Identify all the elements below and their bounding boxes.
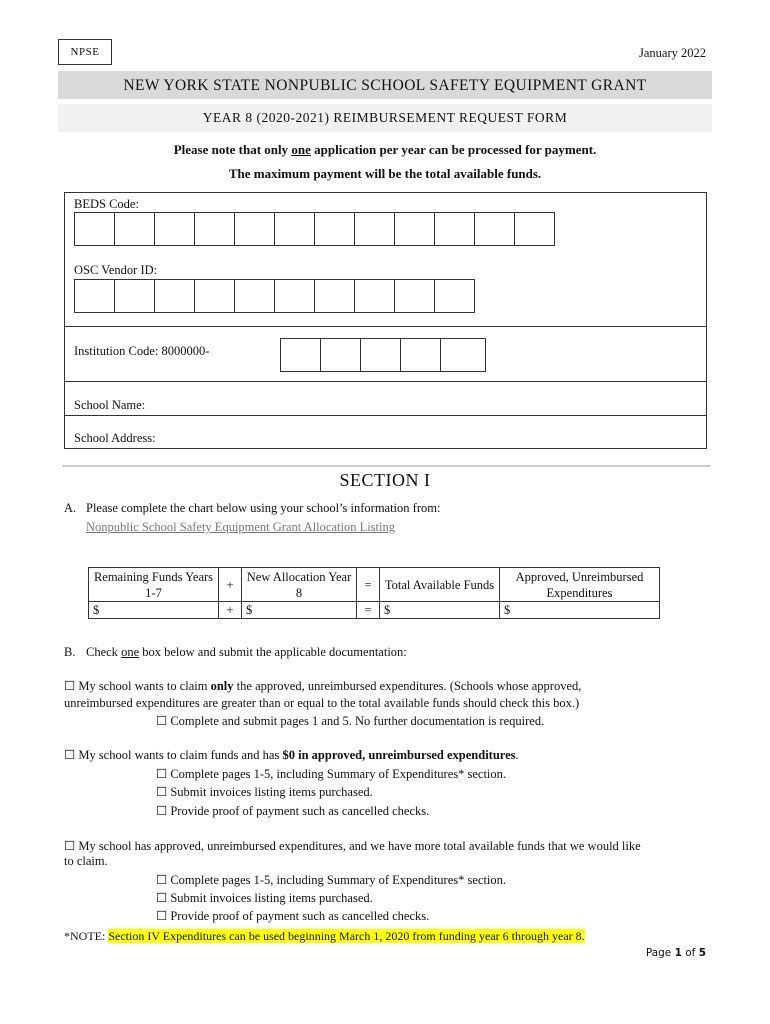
school-info-box xyxy=(64,192,707,449)
option-3-sub-checkbox-2[interactable]: ☐ Submit invoices listing items purchased. xyxy=(156,891,373,905)
equals-operator: = xyxy=(357,568,380,602)
new-allocation-input[interactable]: $ xyxy=(242,602,357,619)
notice-line-2: The maximum payment will be the total available funds. xyxy=(228,166,542,181)
approved-unreimbursed-input[interactable]: $ xyxy=(500,602,660,619)
equals-operator: = xyxy=(357,602,380,619)
section-title: SECTION I xyxy=(339,470,431,490)
remaining-funds-header: Remaining Funds Years 1-7 xyxy=(89,568,219,602)
item-b-marker: B. xyxy=(64,645,76,659)
option-2-checkbox[interactable]: ☐ My school wants to claim funds and has $0 in approved, unreimbursed expenditures. xyxy=(64,748,519,762)
item-a-marker: A. xyxy=(64,501,77,515)
option-3-text: to claim. xyxy=(64,854,108,868)
section-divider xyxy=(62,465,710,467)
option-1-sub-checkbox-1[interactable]: ☐ Complete and submit pages 1 and 5. No further documentation is required. xyxy=(156,714,545,728)
new-allocation-header: New Allocation Year 8 xyxy=(242,568,357,602)
npse-logo: NPSE xyxy=(58,39,112,65)
school-name-label[interactable]: School Name: xyxy=(74,398,146,412)
footnote-highlight: Section IV Expenditures can be used beginning March 1, 2020 from funding year 6 through year 8. xyxy=(108,929,585,943)
option-3-sub-checkbox-3[interactable]: ☐ Provide proof of payment such as cancelled checks. xyxy=(156,909,430,923)
institution-code-label: Institution Code: 8000000- xyxy=(74,344,210,358)
osc-vendor-id-label: OSC Vendor ID: xyxy=(74,263,158,277)
school-address-label[interactable]: School Address: xyxy=(74,431,156,445)
approved-unreimbursed-header: Approved, Unreimbursed Expenditures xyxy=(500,568,660,602)
institution-code-input[interactable] xyxy=(281,338,486,372)
form-subtitle: YEAR 8 (2020-2021) REIMBURSEMENT REQUEST FORM xyxy=(58,104,712,132)
option-2-sub-checkbox-2[interactable]: ☐ Submit invoices listing items purchased. xyxy=(156,785,373,799)
item-b-text: Check one box below and submit the applicable documentation: xyxy=(86,645,407,659)
beds-code-label: BEDS Code: xyxy=(74,197,139,211)
form-title: NEW YORK STATE NONPUBLIC SCHOOL SAFETY EQUIPMENT GRANT xyxy=(58,71,712,99)
divider xyxy=(65,326,706,327)
total-available-header: Total Available Funds xyxy=(380,568,500,602)
allocation-listing-link[interactable]: Nonpublic School Safety Equipment Grant Allocation Listing xyxy=(86,520,395,534)
option-1-text: unreimbursed expenditures are greater than or equal to the total available funds should check this box.) xyxy=(64,696,580,710)
remaining-funds-input[interactable]: $ xyxy=(89,602,219,619)
document-date: January 2022 xyxy=(639,46,706,60)
option-3-checkbox[interactable]: ☐ My school has approved, unreimbursed expenditures, and we have more total available funds that we would like xyxy=(64,839,641,853)
beds-code-input[interactable] xyxy=(75,212,555,246)
plus-operator: + xyxy=(219,602,242,619)
page-number: Page 1 of 5 xyxy=(645,947,706,959)
funds-table xyxy=(88,567,660,619)
item-a-text: Please complete the chart below using your school’s information from: xyxy=(86,501,441,515)
option-1-checkbox[interactable]: ☐ My school wants to claim only the approved, unreimbursed expenditures. (Schools whose approved, xyxy=(64,679,582,693)
divider xyxy=(65,381,706,382)
osc-vendor-id-input[interactable] xyxy=(75,279,475,313)
divider xyxy=(65,415,706,416)
option-2-sub-checkbox-1[interactable]: ☐ Complete pages 1-5, including Summary of Expenditures* section. xyxy=(156,767,507,781)
notice-line-1: Please note that only one application per year can be processed for payment. xyxy=(173,142,597,157)
option-3-sub-checkbox-1[interactable]: ☐ Complete pages 1-5, including Summary of Expenditures* section. xyxy=(156,873,507,887)
footnote: *NOTE: Section IV Expenditures can be used beginning March 1, 2020 from funding year 6 through year 8. xyxy=(64,929,585,943)
plus-operator: + xyxy=(219,568,242,602)
option-2-sub-checkbox-3[interactable]: ☐ Provide proof of payment such as cancelled checks. xyxy=(156,804,430,818)
total-available-input[interactable]: $ xyxy=(380,602,500,619)
